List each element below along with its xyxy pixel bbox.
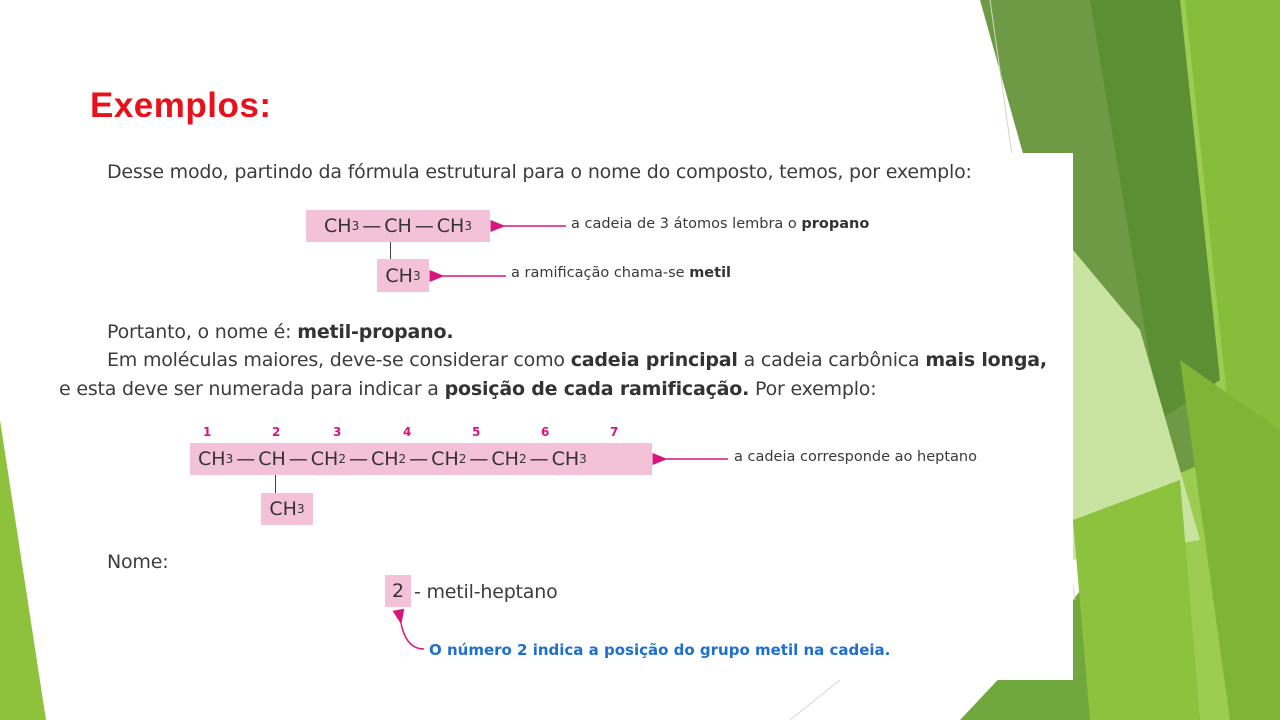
propane-annotation: a cadeia de 3 átomos lembra o propano [571,216,870,232]
propane-chain: CH 3 — CH — CH 3 [306,210,490,242]
content-panel [48,153,1073,680]
position-number-highlight: 2 [385,575,411,607]
compound-name: - metil-heptano [414,581,558,603]
methyl-branch: CH 3 [377,259,429,292]
conclusion-text: Portanto, o nome é: metil-propano. [107,321,454,343]
carbon-number: 4 [403,425,412,439]
heptane-chain: CH 3 — CH — CH 2 — CH 2 — CH 2 — CH 2 — CH 3 [190,443,652,475]
annotation-arrows [48,153,1073,680]
carbon-number: 7 [610,425,619,439]
paragraph-line-1: Em moléculas maiores, deve-se considerar como cadeia principal a cadeia carbônica mais longa, [107,349,1047,371]
arrow-caption [401,623,424,649]
methyl-branch-heptane: CH 3 [261,493,313,525]
carbon-number: 5 [472,425,481,439]
slide-title: Exemplos: [90,86,272,125]
carbon-number: 1 [203,425,212,439]
name-label: Nome: [107,551,169,573]
intro-text: Desse modo, partindo da fórmula estrutural para o nome do composto, temos, por exemplo: [107,161,972,183]
carbon-number: 2 [272,425,281,439]
methyl-annotation: a ramificação chama-se metil [511,265,732,281]
heptane-annotation: a cadeia corresponde ao heptano [734,449,977,465]
carbon-number: 6 [541,425,550,439]
position-caption: O número 2 indica a posição do grupo metil na cadeia. [429,641,891,659]
paragraph-line-2: e esta deve ser numerada para indicar a posição de cada ramificação. Por exemplo: [59,378,877,400]
carbon-number: 3 [333,425,342,439]
